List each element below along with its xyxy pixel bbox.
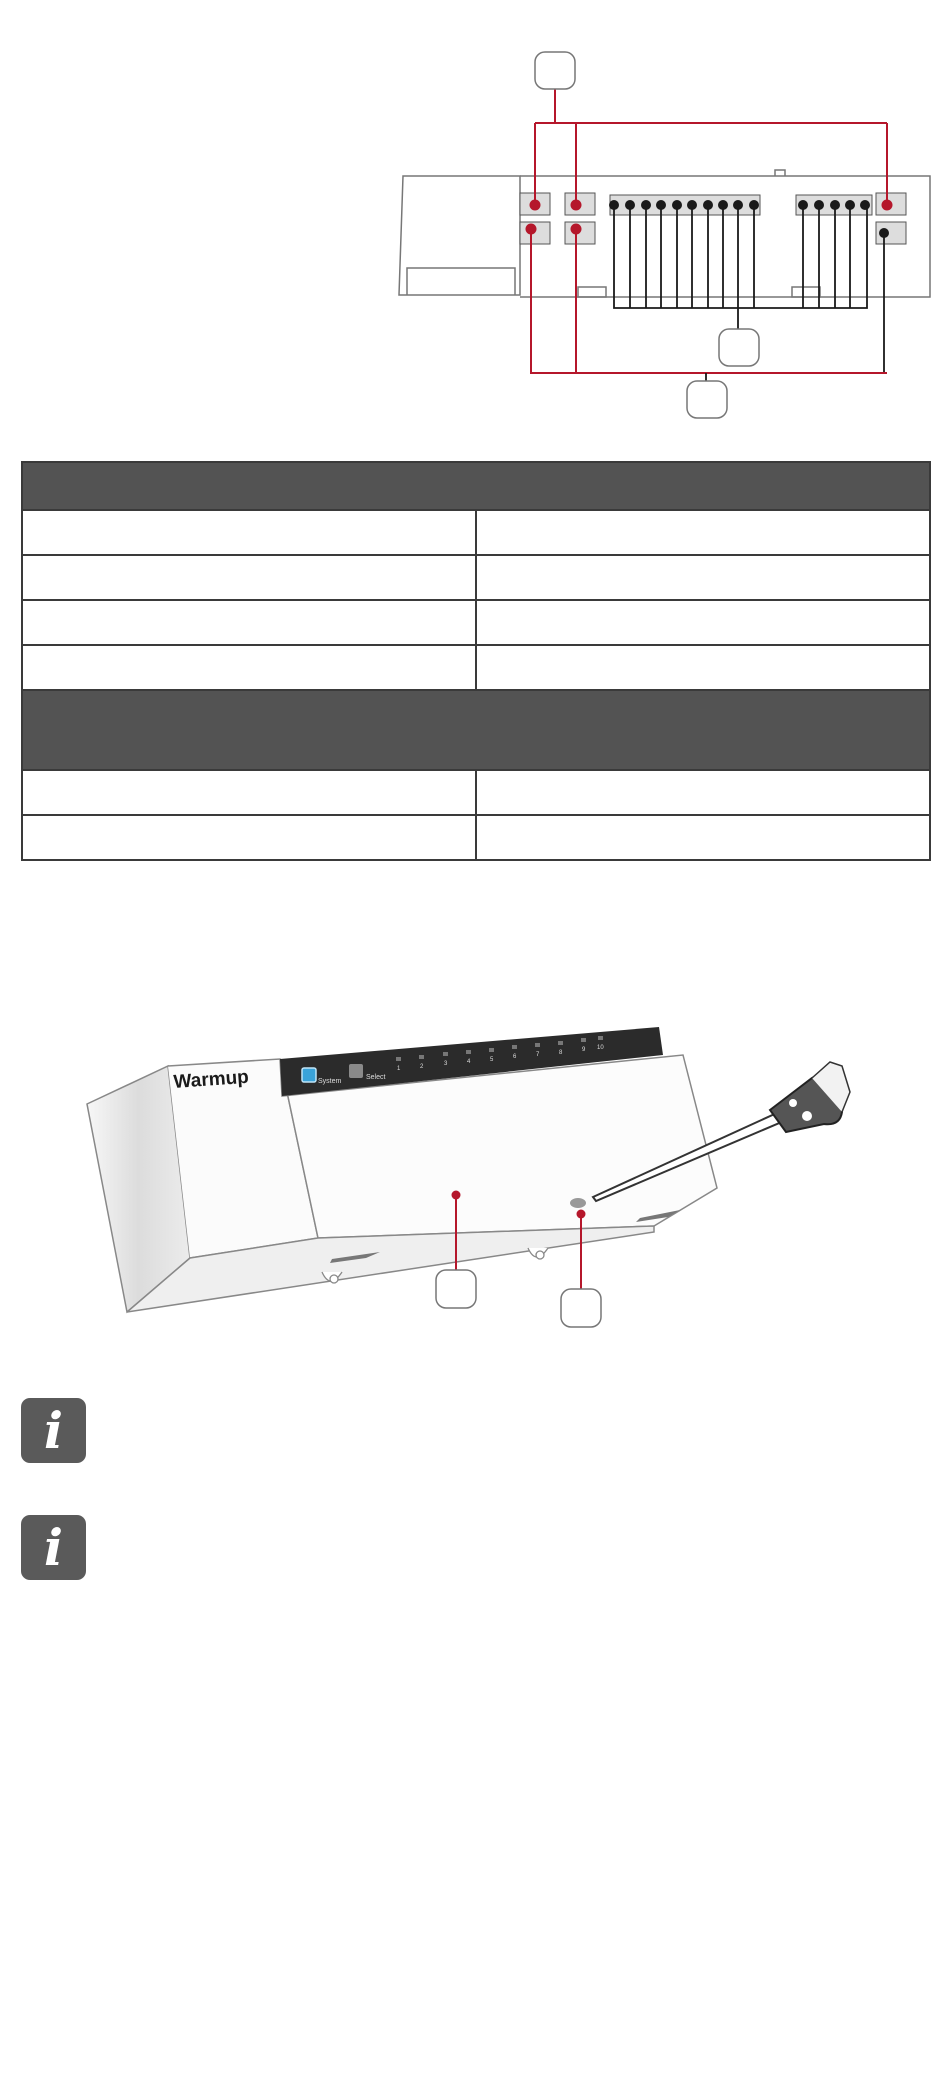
info-icon: i bbox=[21, 1398, 86, 1463]
table-cell bbox=[476, 600, 930, 645]
table-row bbox=[22, 555, 930, 600]
table-row bbox=[22, 770, 930, 815]
release-clip bbox=[570, 1198, 586, 1208]
table-cell bbox=[22, 770, 476, 815]
spec-table bbox=[21, 461, 931, 861]
table-cell bbox=[476, 645, 930, 690]
zone-number: 9 bbox=[582, 1047, 586, 1053]
callout-box-clip bbox=[561, 1289, 601, 1327]
zone-number: 7 bbox=[536, 1052, 540, 1058]
callout-box-bottom bbox=[687, 381, 727, 418]
table-row bbox=[22, 815, 930, 860]
table-row bbox=[22, 510, 930, 555]
table-cell bbox=[476, 815, 930, 860]
zone-number: 4 bbox=[467, 1059, 471, 1065]
table-cell bbox=[476, 555, 930, 600]
controller-illustration bbox=[0, 1000, 950, 1340]
table-section-header bbox=[22, 690, 930, 770]
callout-box-top bbox=[535, 52, 575, 89]
table-cell bbox=[22, 815, 476, 860]
section-header-cell bbox=[22, 690, 930, 770]
table-cell bbox=[22, 600, 476, 645]
zone-number: 1 bbox=[397, 1066, 401, 1072]
table-row bbox=[22, 645, 930, 690]
zone-number: 8 bbox=[559, 1050, 563, 1056]
table-cell bbox=[476, 770, 930, 815]
callout-box-housing bbox=[436, 1270, 476, 1308]
zone-number: 2 bbox=[420, 1064, 424, 1070]
zone-number: 6 bbox=[513, 1054, 517, 1060]
section-header-cell bbox=[22, 462, 930, 510]
zone-number: 3 bbox=[444, 1061, 448, 1067]
table-cell bbox=[22, 555, 476, 600]
zone-number: 5 bbox=[490, 1057, 494, 1063]
table-section-header bbox=[22, 462, 930, 510]
table-cell bbox=[476, 510, 930, 555]
callout-box-middle bbox=[719, 329, 759, 366]
table-cell bbox=[22, 645, 476, 690]
select-button[interactable] bbox=[349, 1064, 363, 1078]
warmup-logo: Warmup bbox=[172, 1066, 250, 1093]
table-row bbox=[22, 600, 930, 645]
table-cell bbox=[22, 510, 476, 555]
system-button[interactable] bbox=[302, 1068, 316, 1082]
terminal-wiring-diagram bbox=[0, 0, 950, 440]
zone-number: 10 bbox=[597, 1045, 604, 1051]
info-icon: i bbox=[21, 1515, 86, 1580]
select-label: Select bbox=[366, 1074, 386, 1081]
system-label: System bbox=[318, 1078, 342, 1085]
